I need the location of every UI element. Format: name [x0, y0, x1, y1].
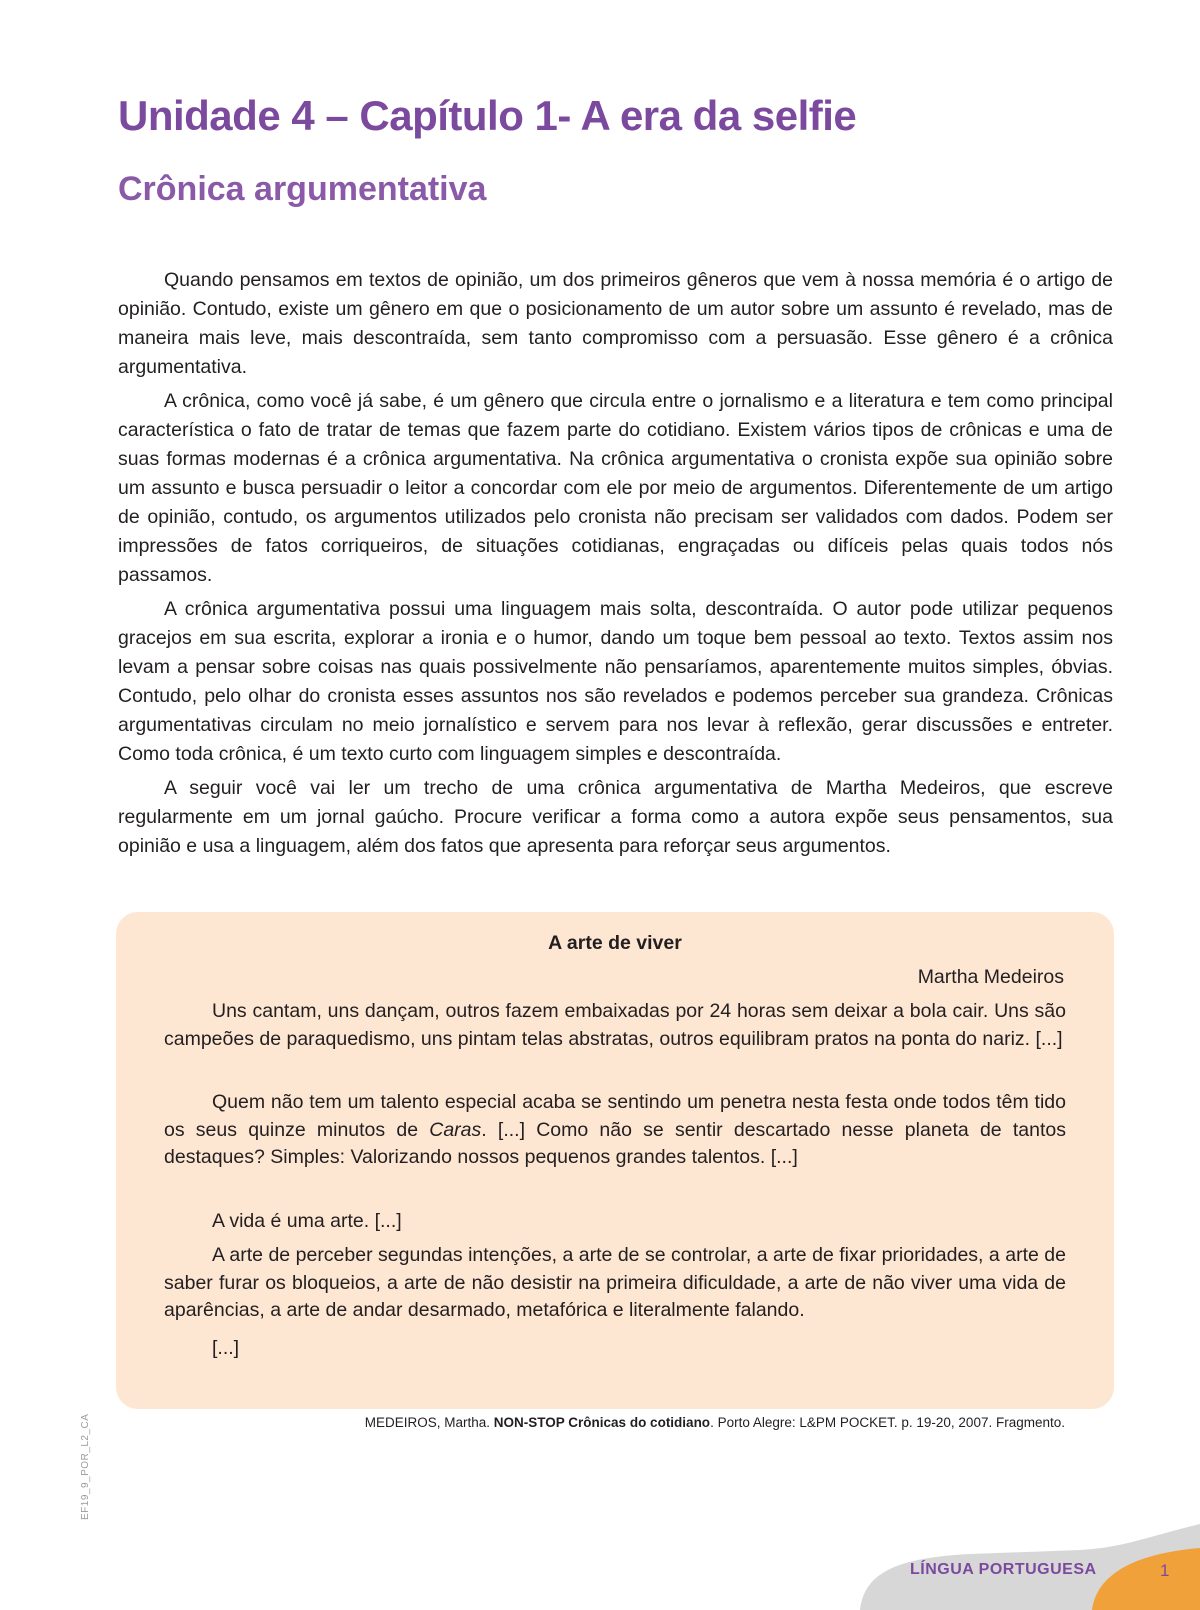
citation: [365, 1415, 1065, 1430]
excerpt-paragraph: [...]: [212, 1336, 240, 1359]
intro-paragraph: A crônica argumentativa possui uma linguagem mais solta, descontraída. O autor pode utilizar pequenos gracejos em sua escrita, explorar a ironia e o humor, dando um toque bem pessoal ao texto. Textos assim nos levam a pensar sobre coisas nas quais possivelmente não pensaríamos, aparentemente muitos simples, óbvias. Contudo, pelo olhar do cronista esses assuntos nos são revelados e podemos perceber sua grandeza. Crônicas argumentativas circulam no meio jornalístico e servem para nos levar à reflexão, gerar discussões e entreter. Como toda crônica, é um texto curto com linguagem simples e descontraída.: [118, 598, 1113, 765]
excerpt-body: [164, 998, 1066, 1362]
footer-subject: LÍNGUA PORTUGUESA: [910, 1561, 1097, 1578]
excerpt-text: Quem não tem um talento especial acaba se sentindo um penetra nesta festa onde todos têm tido os seus quinze minutos de: [164, 1091, 1066, 1141]
intro-text: [118, 266, 1113, 866]
intro-paragraph: A seguir você vai ler um trecho de uma crônica argumentativa de Martha Medeiros, que escreve regularmente em um jornal gaúcho. Procure verificar a forma como a autora expõe seus pensamentos, sua opinião e usa a linguagem, além dos fatos que apresenta para reforçar seus argumentos.: [118, 777, 1113, 857]
excerpt-paragraph: A arte de perceber segundas intenções, a arte de se controlar, a arte de fixar prioridades, a arte de saber furar os bloqueios, a arte de não desistir na primeira dificuldade, a arte de não viver uma vida de aparências, a arte de andar desarmado, metafórica e literalmente falando.: [164, 1244, 1066, 1321]
magazine-name: Caras: [429, 1118, 482, 1141]
citation-details: . Porto Alegre: L&PM POCKET. p. 19-20, 2007. Fragmento.: [710, 1415, 1065, 1430]
excerpt-title: A arte de viver: [548, 932, 682, 954]
page-title: Unidade 4 – Capítulo 1- A era da selfie: [118, 92, 857, 139]
excerpt-text: . [...] Como não se sentir descartado nesse planeta de tantos destaques? Simples: Valorizando nossos pequenos grandes talentos. [...]: [164, 1118, 1066, 1168]
excerpt-box: [116, 912, 1114, 1409]
excerpt-paragraph: Uns cantam, uns dançam, outros fazem embaixadas por 24 horas sem deixar a bola cair. Uns são campeões de paraquedismo, uns pintam telas abstratas, outros equilibram pratos na ponta do nariz. [...]: [164, 1000, 1066, 1050]
excerpt-paragraph: [164, 1089, 1066, 1172]
page-number: 1: [1160, 1561, 1170, 1580]
page-subtitle: Crônica argumentativa: [118, 170, 487, 208]
intro-paragraph: A crônica, como você já sabe, é um gênero que circula entre o jornalismo e a literatura e tem como principal característica o fato de tratar de temas que fazem parte do cotidiano. Existem vários tipos de crônicas e uma de suas formas modernas é a crônica argumentativa. Na crônica argumentativa o cronista expõe sua opinião sobre um assunto e busca persuadir o leitor a concordar com ele por meio de argumentos. Diferentemente de um artigo de opinião, contudo, os argumentos utilizados pelo cronista não precisam ser validados com dados. Podem ser impressões de fatos corriqueiros, de situações cotidianas, engraçadas ou difíceis pelas quais todos nós passamos.: [118, 390, 1113, 586]
excerpt-paragraph: A vida é uma arte. [...]: [212, 1209, 402, 1232]
citation-author: MEDEIROS, Martha.: [364, 1415, 494, 1430]
intro-paragraph: Quando pensamos em textos de opinião, um dos primeiros gêneros que vem à nossa memória é o artigo de opinião. Contudo, existe um gênero em que o posicionamento de um autor sobre um assunto é revelado, mas de maneira mais leve, mais descontraída, sem tanto compromisso com a persuasão. Esse gênero é a crônica argumentativa.: [118, 269, 1113, 378]
citation-work: NON-STOP Crônicas do cotidiano: [493, 1415, 711, 1430]
side-code: EF19_9_POR_L2_CA: [80, 1413, 91, 1520]
excerpt-author: Martha Medeiros: [917, 966, 1064, 988]
